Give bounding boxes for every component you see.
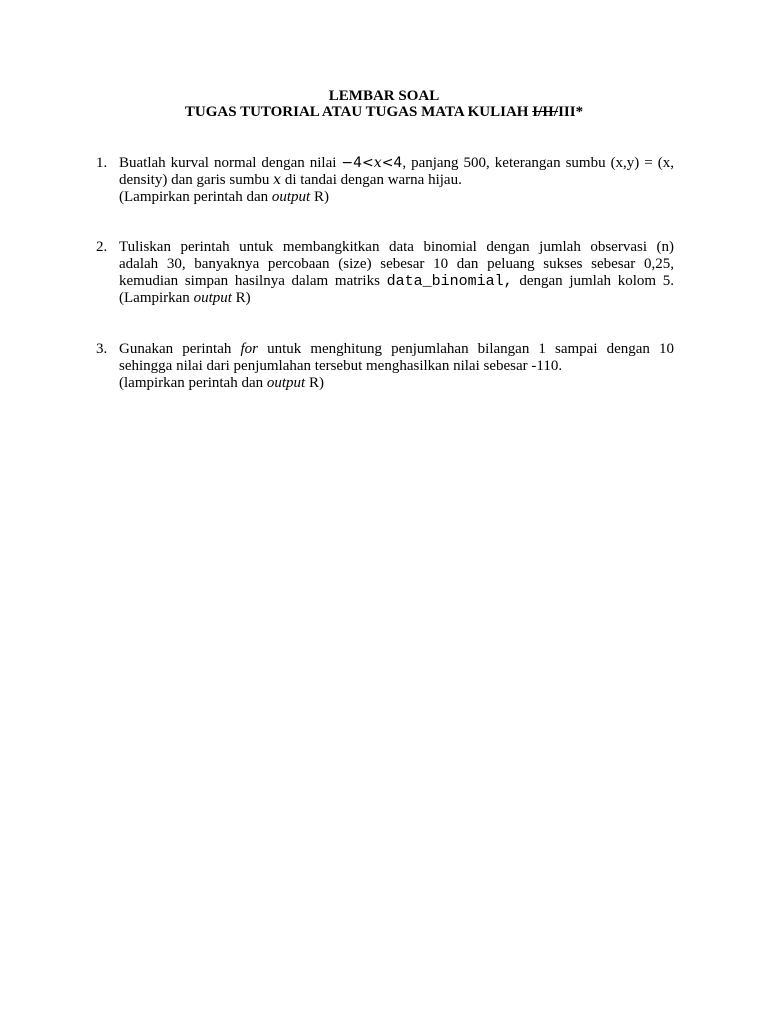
math-minus-four: −4<	[341, 155, 374, 171]
question-text: (Lampirkan	[119, 290, 194, 306]
question-number: 3.	[96, 341, 108, 357]
question-3	[96, 341, 674, 392]
emphasis-text: for	[240, 341, 258, 357]
question-text: di tandai dengan warna hijau.	[281, 172, 462, 188]
question-text: dengan jumlah kolom 5.	[512, 273, 674, 289]
question-line	[119, 189, 674, 206]
code-identifier: data_binomial,	[386, 273, 513, 290]
emphasis-text: output	[271, 189, 311, 205]
document-subtitle	[0, 104, 768, 121]
math-variable-x: x	[373, 155, 382, 171]
question-line: sehingga nilai dari penjumlahan tersebut menghasilkan nilai sebesar -110.	[119, 358, 563, 374]
math-inequality	[341, 155, 402, 171]
question-text: R)	[305, 375, 324, 391]
question-body	[119, 239, 674, 307]
question-line	[119, 341, 674, 358]
question-line	[119, 375, 674, 392]
question-text: (lampirkan perintah dan	[119, 375, 267, 391]
question-text: untuk menghitung penjumlahan bilangan 1 sampai dengan 10	[258, 341, 674, 357]
question-line	[119, 155, 674, 172]
title-text: LEMBAR SOAL	[328, 88, 440, 104]
math-variable-x: x	[273, 172, 282, 188]
question-number: 1.	[96, 155, 108, 171]
question-text: Gunakan perintah	[119, 341, 241, 357]
question-text: R)	[310, 189, 329, 205]
emphasis-text: output	[266, 375, 306, 391]
question-number: 2.	[96, 239, 108, 255]
subtitle-suffix: III*	[558, 104, 584, 120]
question-text: kemudian simpan hasilnya dalam matriks	[119, 273, 387, 289]
question-2	[96, 239, 674, 307]
question-line	[119, 172, 674, 189]
math-less-than-four: <4	[381, 155, 403, 171]
subtitle-struck-text: I/II/	[532, 104, 559, 120]
question-text: R)	[231, 290, 251, 306]
question-line	[119, 290, 674, 307]
question-line: adalah 30, banyaknya percobaan (size) sebesar 10 dan peluang sukses sebesar 0,25,	[119, 256, 674, 272]
question-body	[119, 155, 674, 206]
question-body	[119, 341, 674, 392]
question-text: , panjang 500, keterangan sumbu (x,y) = (x,	[402, 155, 674, 171]
emphasis-text: output	[193, 290, 232, 306]
question-text: (Lampirkan perintah dan	[119, 189, 272, 205]
math-variable	[273, 172, 281, 188]
question-line: Tuliskan perintah untuk membangkitkan data binomial dengan jumlah observasi (n)	[119, 239, 674, 255]
question-text: Buatlah kurval normal dengan nilai	[119, 155, 342, 171]
question-line	[119, 273, 674, 290]
document-title	[0, 88, 768, 105]
question-text: density) dan garis sumbu	[119, 172, 274, 188]
question-1	[96, 155, 674, 206]
subtitle-prefix: TUGAS TUTORIAL ATAU TUGAS MATA KULIAH	[184, 104, 533, 120]
